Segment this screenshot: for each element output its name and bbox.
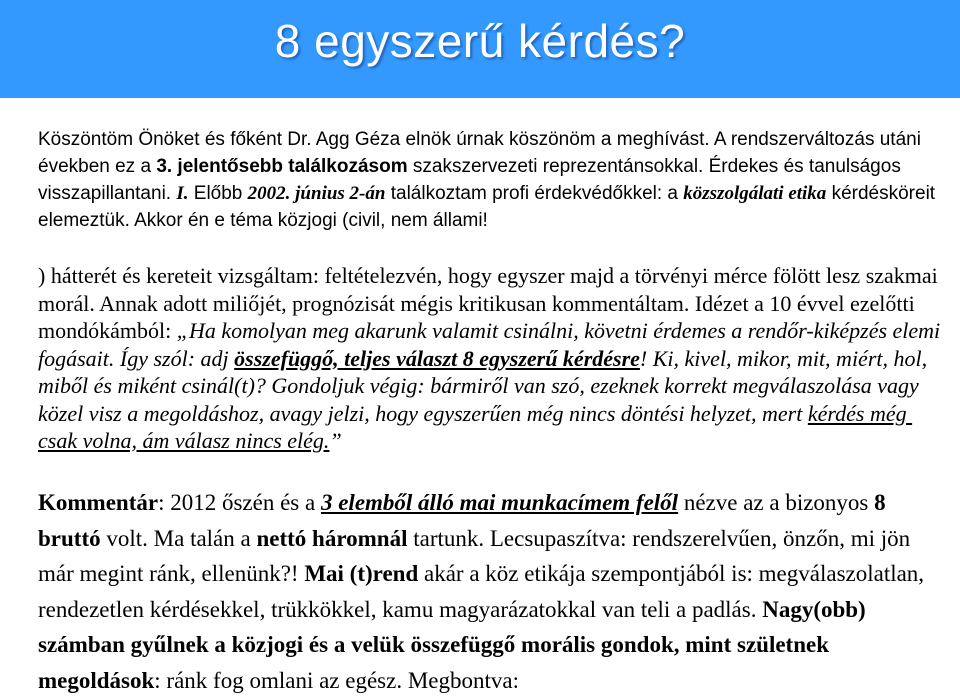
text-run: akár a köz etikája szempontjából is: megválaszolatlan, rendezetlen kérdésekkel, trükkökkel, kamu magyarázatokkal van teli a padlás.	[38, 561, 930, 622]
text-run: Köszöntöm Önöket és főként Dr. Agg Géza elnök úrnak köszönöm a meghívást. A rendszerváltozás utáni években ez a	[38, 129, 927, 177]
roman-numeral-one: I.	[176, 183, 189, 204]
text-run: kérdésköreit elemeztük. Akkor én e téma közjogi (civil, nem állami!	[38, 183, 941, 231]
text-run: tartunk. Lecsupaszítva: rendszerelvűen, önzőn, mi jön már megint ránk, ellenünk?!	[38, 525, 916, 586]
text-run: : ránk fog omlani az egész. Megbontva:	[154, 667, 519, 693]
text-run: szakszervezeti reprezentánsokkal. Érdekes és tanulságos visszapillantani.	[38, 156, 907, 204]
gross-emphasis: 8 bruttó	[38, 490, 892, 551]
text-run: ) hátterét és kereteit vizsgáltam: feltételezvén, hogy egyszer majd a törvényi mérce fölött lesz szakmai morál. Annak adott miliőjét, prognózisát mégis kritikusan kommentáltam. Idézet a 10 évvel ezelőtti mondókámból:	[38, 263, 944, 343]
text-run: Előbb	[188, 183, 248, 204]
quote-text: „Ha komolyan meg akarunk valamit csinálni, követni érdemes a rendőr-kiképzés elemi fogásait. Így szól: adj	[38, 318, 946, 371]
quote-paragraph	[38, 262, 946, 455]
slide-title: 8 egyszerű kérdés?	[274, 15, 686, 67]
quote-text: ! Ki, kivel, mikor, mit, miért, hol, miből és miként csinál(t)? Gondoljuk végig: bármiről van szó, ezeknek korrekt megválaszolása vagy közel visz a megoldáshoz, avagy jelzi, hogy egyszerűen még nincs döntési helyzet, mert	[38, 345, 933, 426]
text-run: nézve az a bizonyos	[678, 490, 875, 515]
ethics-emphasis: közszolgálati etika	[683, 183, 827, 204]
comment-paragraph	[38, 485, 943, 698]
text-run: : 2012 őszén és a	[158, 490, 321, 515]
net-emphasis: nettó háromnál	[256, 525, 408, 551]
quote-close: ”	[329, 428, 342, 453]
quote-emphasis: összefüggő, teljes választ 8 egyszerű kérdésre	[234, 345, 640, 371]
intro-paragraph	[38, 126, 943, 234]
emphasis-meeting: 3. jelentősebb találkozásom	[156, 156, 408, 177]
comment-label: Kommentár	[38, 490, 159, 515]
text-run: volt. Ma talán a	[100, 525, 257, 551]
quote-underlined: kérdés még csak volna, ám válasz nincs elég.	[38, 400, 913, 453]
trend-emphasis: Mai (t)rend	[304, 561, 419, 586]
working-title-emphasis: 3 elemből álló mai munkacímem felől	[320, 490, 679, 515]
text-run: találkoztam profi érdekvédőkkel: a	[385, 183, 684, 204]
date-emphasis: 2002. június 2-án	[247, 183, 386, 204]
problems-emphasis: Nagy(obb) számban gyűlnek a közjogi és a velük összefüggő morális gondok, mint születnek megoldások	[38, 596, 872, 693]
